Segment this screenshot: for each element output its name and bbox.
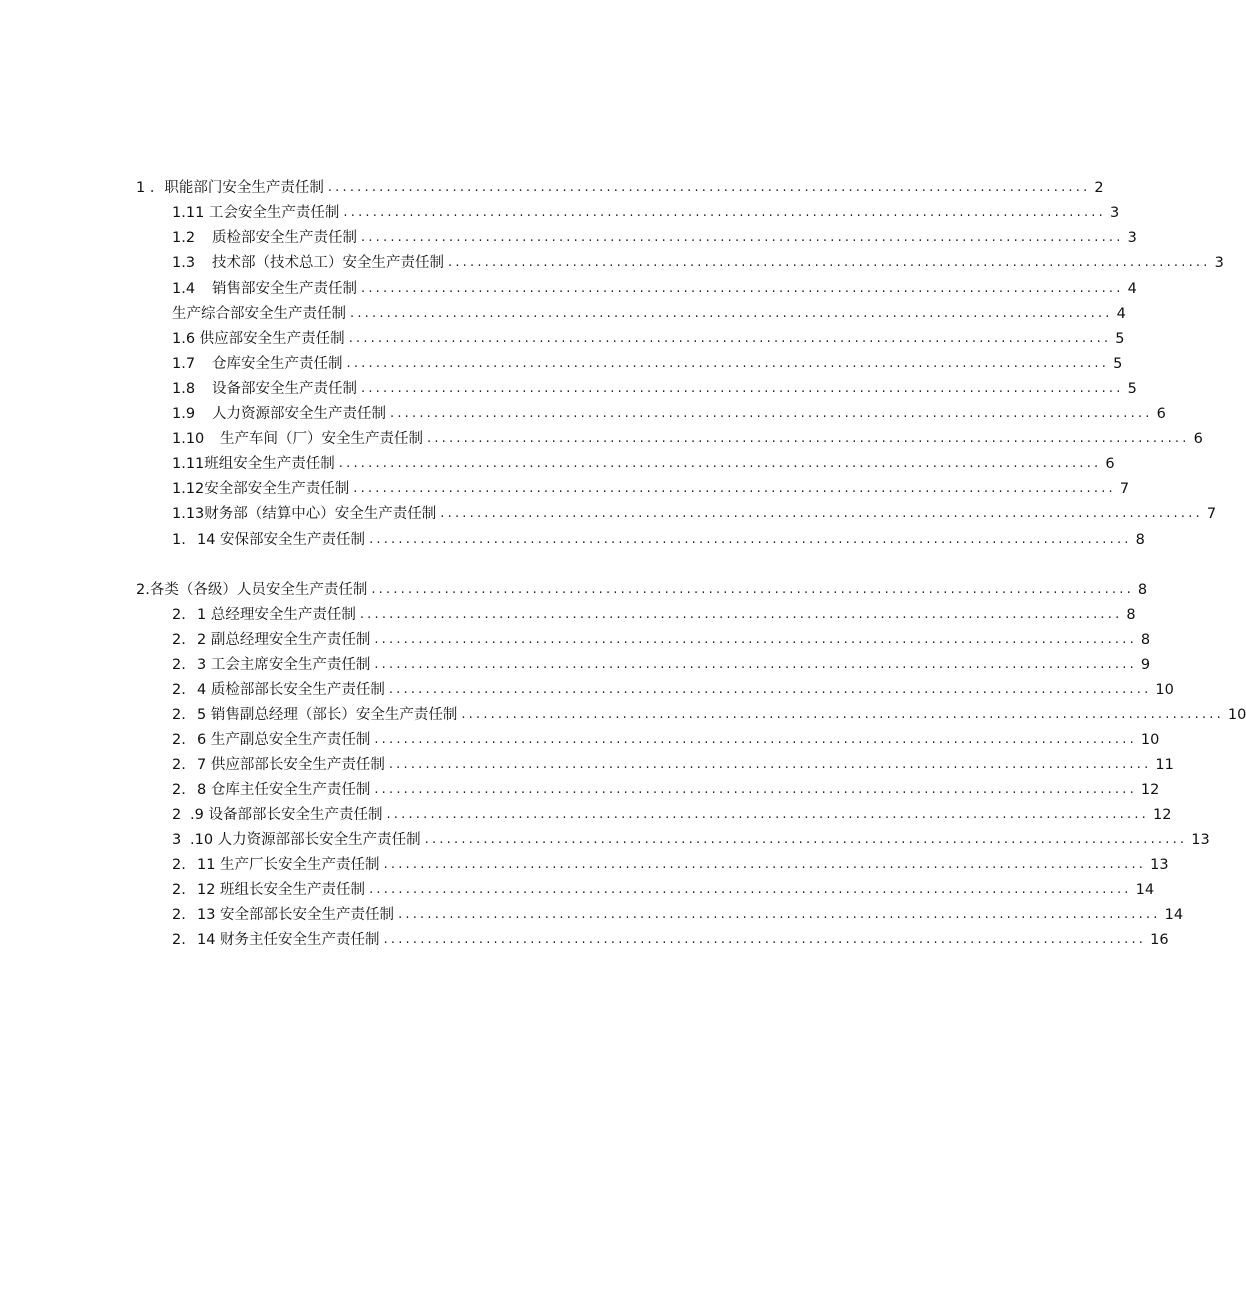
toc-page-number: 13: [1191, 832, 1210, 848]
toc-title: 设备部安全生产责任制: [212, 381, 357, 397]
toc-number: 2.: [172, 882, 186, 898]
toc-heading-2[interactable]: [136, 577, 1148, 599]
dot-leader: ........................................................................................................: [338, 456, 1102, 471]
toc-entry[interactable]: [172, 652, 1151, 674]
toc-number: 1.9: [172, 406, 196, 422]
toc-entry[interactable]: [172, 200, 1120, 222]
dot-leader: ........................................................................................................: [461, 707, 1224, 722]
toc-title: 各类（各级）人员安全生产责任制: [149, 582, 368, 598]
toc-entry[interactable]: [172, 627, 1151, 649]
toc-number: 2.: [172, 857, 186, 873]
toc-page-number: 8: [1140, 632, 1151, 648]
toc-title: 仓库安全生产责任制: [212, 356, 343, 372]
toc-title: 2 副总经理安全生产责任制: [197, 632, 371, 648]
toc-title: 技术部（技术总工）安全生产责任制: [212, 255, 444, 271]
toc-page-number: 10: [1227, 707, 1246, 723]
toc-entry[interactable]: [172, 777, 1160, 799]
toc-title: 班组安全生产责任制: [204, 456, 335, 472]
toc-title: 14 财务主任安全生产责任制: [197, 932, 380, 948]
toc-page-number: 3: [1127, 230, 1137, 246]
toc-title: 生产综合部安全生产责任制: [172, 306, 346, 322]
toc-page-number: 4: [1127, 281, 1137, 297]
toc-entry[interactable]: [172, 877, 1155, 899]
dot-leader: ........................................................................................................: [371, 582, 1134, 597]
toc-page-number: 8: [1135, 532, 1145, 548]
dot-leader: ........................................................................................................: [369, 882, 1132, 897]
toc-title: 质检部安全生产责任制: [212, 230, 357, 246]
toc-title: 财务部（结算中心）安全生产责任制: [204, 506, 437, 522]
toc-page-number: 16: [1150, 932, 1169, 948]
toc-entry[interactable]: [172, 276, 1137, 298]
dot-leader: ........................................................................................................: [424, 832, 1188, 847]
toc-entry[interactable]: [172, 426, 1203, 448]
toc-entry[interactable]: [172, 527, 1145, 549]
toc-number: 1.13: [172, 506, 205, 522]
toc-number: 1.: [172, 331, 186, 347]
toc-page-number: 3: [1214, 255, 1224, 271]
dot-leader: ........................................................................................................: [374, 632, 1137, 647]
toc-page-number: 11: [1155, 757, 1174, 773]
toc-number: 2.: [136, 582, 150, 598]
toc-page-number: 14: [1164, 907, 1184, 923]
toc-number: 2.: [172, 707, 186, 723]
toc-number: 3: [172, 832, 182, 848]
toc-title: 11 生产厂长安全生产责任制: [197, 857, 380, 873]
toc-number: 1.12: [172, 481, 205, 497]
toc-page-number: 6: [1105, 456, 1115, 472]
dot-leader: ........................................................................................................: [327, 180, 1091, 195]
dot-leader: ........................................................................................................: [448, 255, 1211, 270]
dot-leader: ........................................................................................................: [361, 381, 1124, 396]
dot-leader: ........................................................................................................: [388, 757, 1152, 772]
dot-leader: ........................................................................................................: [343, 205, 1106, 220]
dot-leader: ........................................................................................................: [374, 732, 1137, 747]
toc-number: 2.: [172, 757, 186, 773]
dot-leader: ........................................................................................................: [369, 532, 1132, 547]
toc-entry[interactable]: [172, 225, 1137, 247]
dot-leader: ........................................................................................................: [374, 657, 1137, 672]
toc-entry[interactable]: [172, 501, 1217, 523]
toc-title: 安全部安全生产责任制: [204, 481, 350, 497]
toc-page-number: 7: [1206, 506, 1217, 522]
toc-title: 8 仓库主任安全生产责任制: [197, 782, 371, 798]
toc-entry[interactable]: [172, 476, 1130, 498]
toc-page-number: 12: [1140, 782, 1160, 798]
toc-page-number: 12: [1153, 807, 1172, 823]
toc-title: 13 安全部部长安全生产责任制: [197, 907, 395, 923]
dot-leader: ........................................................................................................: [359, 607, 1123, 622]
toc-number: 1.4: [172, 281, 196, 297]
dot-leader: ........................................................................................................: [350, 306, 1113, 321]
toc-title: 销售部安全生产责任制: [212, 281, 357, 297]
toc-entry[interactable]: [172, 852, 1169, 874]
dot-leader: ........................................................................................................: [374, 782, 1137, 797]
toc-entry[interactable]: [172, 752, 1174, 774]
toc-page-number: 14: [1135, 882, 1155, 898]
dot-leader: ........................................................................................................: [427, 431, 1190, 446]
toc-entry[interactable]: [172, 376, 1137, 398]
dot-leader: ........................................................................................................: [361, 281, 1124, 296]
toc-entry[interactable]: [172, 802, 1172, 824]
toc-title: 6 供应部安全生产责任制: [185, 331, 345, 347]
toc-title: 12 班组长安全生产责任制: [197, 882, 366, 898]
toc-title: .9 设备部部长安全生产责任制: [190, 807, 383, 823]
dot-leader: ........................................................................................................: [440, 506, 1203, 521]
toc-number: 2.: [172, 682, 186, 698]
dot-leader: ........................................................................................................: [353, 481, 1116, 496]
toc-title: .10 人力资源部部长安全生产责任制: [190, 832, 421, 848]
toc-heading-1[interactable]: [136, 175, 1104, 197]
toc-page-number: 3: [1109, 205, 1120, 221]
toc-number: 2.: [172, 607, 186, 623]
dot-leader: ........................................................................................................: [386, 807, 1150, 822]
dot-leader: ........................................................................................................: [390, 406, 1153, 421]
dot-leader: ........................................................................................................: [388, 682, 1152, 697]
toc-entry[interactable]: [172, 702, 1246, 724]
toc-number: 2.: [172, 782, 186, 798]
toc-page-number: 8: [1137, 582, 1148, 598]
toc-number: 1.1: [172, 205, 196, 221]
toc-entry[interactable]: [172, 902, 1184, 924]
toc-entry[interactable]: [172, 250, 1224, 272]
toc-title: 生产车间（厂）安全生产责任制: [220, 431, 423, 447]
toc-page-number: 10: [1140, 732, 1160, 748]
toc-page-number: 9: [1140, 657, 1151, 673]
toc-number: 1.11: [172, 456, 205, 472]
toc-number: 1.: [172, 532, 186, 548]
toc-title: 1 总经理安全生产责任制: [197, 607, 356, 623]
toc-page-number: 6: [1156, 406, 1166, 422]
toc-entry[interactable]: [172, 677, 1174, 699]
toc-title: 3 工会主席安全生产责任制: [197, 657, 371, 673]
toc-page-number: 5: [1127, 381, 1137, 397]
toc-number: 1.3: [172, 255, 196, 271]
toc-page-number: 6: [1193, 431, 1203, 447]
toc-title: 1 工会安全生产责任制: [195, 205, 340, 221]
toc-number: 1.2: [172, 230, 196, 246]
toc-entry[interactable]: [172, 326, 1125, 348]
toc-title: 人力资源部安全生产责任制: [212, 406, 386, 422]
toc-page-number: 2: [1094, 180, 1104, 196]
toc-page-number: 7: [1119, 481, 1130, 497]
toc-number: 2.: [172, 632, 186, 648]
toc-page-number: 5: [1115, 331, 1125, 347]
toc-entry[interactable]: [172, 301, 1126, 323]
toc-number: 1.8: [172, 381, 196, 397]
toc-title: 14 安保部安全生产责任制: [197, 532, 366, 548]
toc-number: 1.7: [172, 356, 196, 372]
toc-number: 1.10: [172, 431, 205, 447]
toc-entry[interactable]: [172, 602, 1136, 624]
toc-entry[interactable]: [172, 927, 1169, 949]
toc-entry[interactable]: [172, 351, 1123, 373]
toc-entry[interactable]: [172, 451, 1115, 473]
dot-leader: ........................................................................................................: [383, 932, 1147, 947]
toc-number: 1 ．: [136, 180, 165, 196]
toc-page-number: 4: [1116, 306, 1126, 322]
toc-number: 2.: [172, 907, 186, 923]
toc-title: 7 供应部部长安全生产责任制: [197, 757, 385, 773]
dot-leader: ........................................................................................................: [348, 331, 1112, 346]
toc-page-number: 10: [1155, 682, 1174, 698]
toc-title: 6 生产副总安全生产责任制: [197, 732, 371, 748]
toc-page-number: 13: [1150, 857, 1169, 873]
toc-title: 职能部门安全生产责任制: [164, 180, 324, 196]
toc-number: 2.: [172, 932, 186, 948]
toc-page-number: 5: [1113, 356, 1123, 372]
dot-leader: ........................................................................................................: [361, 230, 1124, 245]
toc-page-number: 8: [1126, 607, 1136, 623]
toc-entry[interactable]: [172, 727, 1160, 749]
toc-title: 4 质检部部长安全生产责任制: [197, 682, 385, 698]
toc-entry[interactable]: [172, 827, 1210, 849]
toc-number: 2.: [172, 732, 186, 748]
dot-leader: ........................................................................................................: [398, 907, 1161, 922]
dot-leader: ........................................................................................................: [346, 356, 1110, 371]
toc-entry[interactable]: [172, 401, 1166, 423]
dot-leader: ........................................................................................................: [383, 857, 1147, 872]
toc-number: 2: [172, 807, 182, 823]
toc-number: 2.: [172, 657, 186, 673]
toc-title: 5 销售副总经理（部长）安全生产责任制: [197, 707, 458, 723]
